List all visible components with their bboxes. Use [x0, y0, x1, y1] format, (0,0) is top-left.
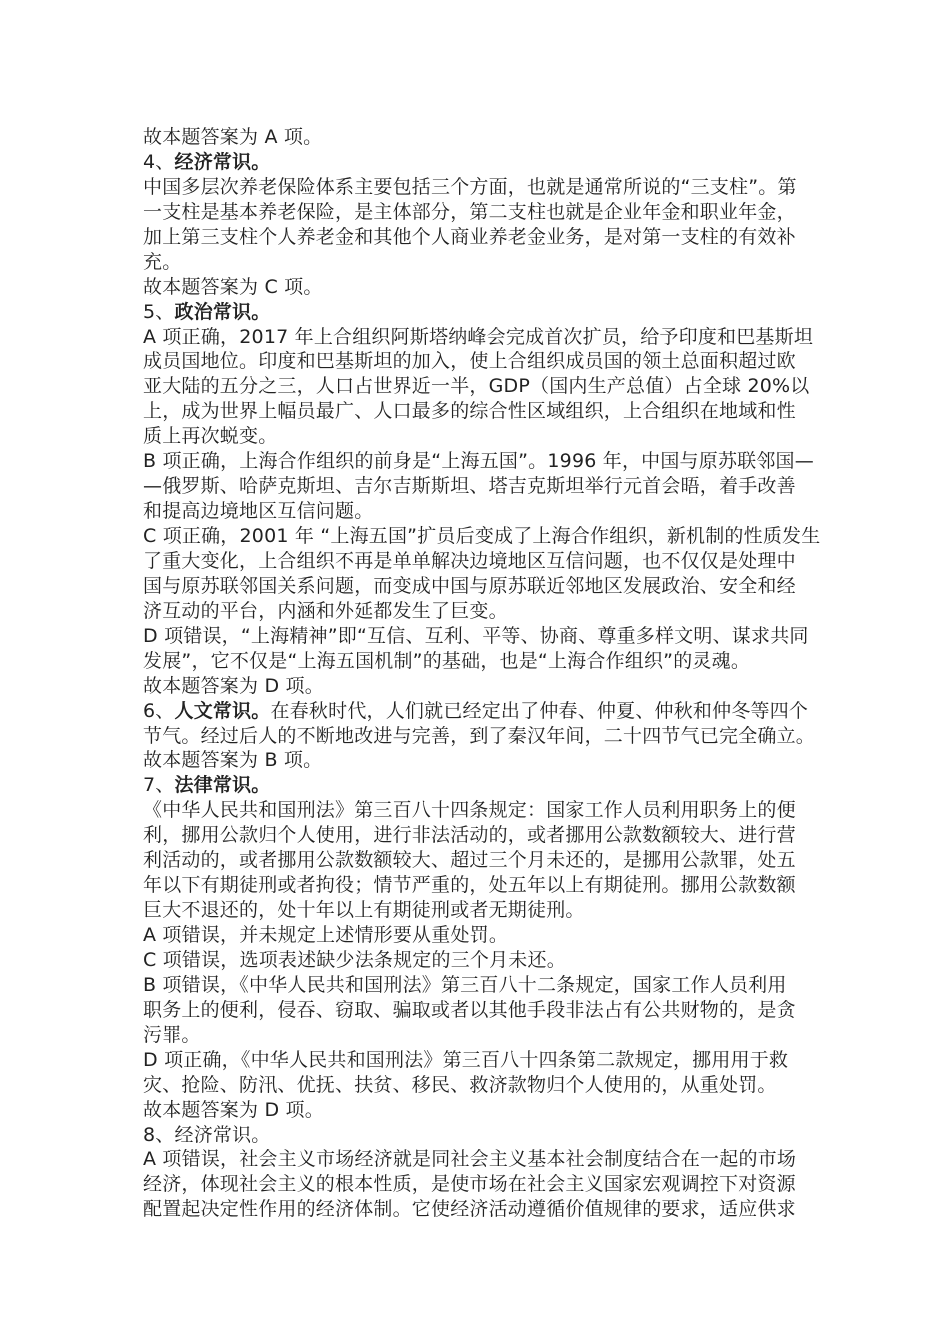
line-text: 故本题答案为 A 项。	[143, 126, 323, 148]
line-text: 在春秋时代，人们就已经定出了仲春、仲夏、仲秋和仲冬等四个	[270, 699, 809, 722]
line-text: C 项正确，2001 年 “上海五国”扩员后变成了上海合作组织，新机制的性质发生	[143, 525, 821, 547]
text-line	[143, 250, 823, 275]
text-line	[143, 150, 823, 175]
section-heading: 政治常识。	[174, 300, 271, 323]
line-text: —俄罗斯、哈萨克斯坦、吉尔吉斯斯坦、塔吉克斯坦举行元首会晤，着手改善	[143, 475, 796, 498]
line-text: 利活动的，或者挪用公款数额较大、超过三个月未还的，是挪用公款罪，处五	[143, 849, 796, 872]
line-text: B 项错误，《中华人民共和国刑法》第三百八十二条规定，国家工作人员利用	[143, 973, 787, 996]
text-line	[143, 524, 823, 549]
text-line	[143, 724, 823, 749]
text-line	[143, 1048, 823, 1073]
text-line	[143, 1098, 823, 1123]
text-line	[143, 549, 823, 574]
line-text: 质上再次蜕变。	[143, 425, 278, 448]
section-heading: 经济常识。	[174, 150, 271, 173]
line-text: 了重大变化，上合组织不再是单单解决边境地区互信问题，也不仅仅是处理中	[143, 549, 796, 572]
line-text: 8、经济常识。	[143, 1123, 271, 1146]
text-line	[143, 873, 823, 898]
document-page	[143, 125, 823, 1222]
line-text: 年以下有期徒刑或者拘役；情节严重的，处五年以上有期徒刑。挪用公款数额	[143, 874, 796, 897]
line-text: 成员国地位。印度和巴基斯坦的加入，使上合组织成员国的领土总面积超过欧	[143, 350, 796, 373]
line-text: D 项正确，《中华人民共和国刑法》第三百八十四条第二款规定，挪用用于救	[143, 1048, 789, 1071]
text-line	[143, 275, 823, 300]
text-line	[143, 748, 823, 773]
text-line	[143, 699, 823, 724]
text-line	[143, 300, 823, 325]
text-line	[143, 424, 823, 449]
line-text: 故本题答案为 D 项。	[143, 1098, 324, 1121]
line-text: 发展”，它不仅是“上海五国机制”的基础，也是“上海合作组织”的灵魂。	[143, 649, 751, 672]
line-text: 故本题答案为 B 项。	[143, 749, 323, 772]
line-text: 和提高边境地区互信问题。	[143, 500, 374, 523]
line-text: 充。	[143, 250, 182, 273]
text-line	[143, 624, 823, 649]
line-text: 5、	[143, 300, 175, 323]
text-line	[143, 374, 823, 399]
line-text: 国与原苏联邻国关系问题，而变成中国与原苏联近邻地区发展政治、安全和经	[143, 574, 796, 597]
line-text: A 项正确，2017 年上合组织阿斯塔纳峰会完成首次扩员，给予印度和巴基斯坦	[143, 325, 814, 348]
text-line	[143, 823, 823, 848]
line-text: D 项错误，“上海精神”即“互信、互利、平等、协商、尊重多样文明、谋求共同	[143, 624, 809, 647]
line-text: C 项错误，选项表述缺少法条规定的三个月未还。	[143, 948, 566, 971]
line-text: 济互动的平台，内涵和外延都发生了巨变。	[143, 599, 508, 622]
text-line	[143, 1197, 823, 1222]
line-text: 6、	[143, 699, 175, 722]
text-line	[143, 898, 823, 923]
line-text: 故本题答案为 D 项。	[143, 674, 324, 697]
line-text: 故本题答案为 C 项。	[143, 275, 323, 298]
text-line	[143, 1023, 823, 1048]
line-text: 加上第三支柱个人养老金和其他个人商业养老金业务，是对第一支柱的有效补	[143, 225, 796, 248]
section-heading: 人文常识。	[174, 699, 271, 722]
line-text: 亚大陆的五分之三，人口占世界近一半，GDP（国内生产总值）占全球 20%以	[143, 375, 810, 398]
text-line	[143, 798, 823, 823]
text-line	[143, 225, 823, 250]
line-text: 巨大不退还的，处十年以上有期徒刑或者无期徒刑。	[143, 899, 585, 922]
line-text: 灾、抢险、防汛、优抚、扶贫、移民、救济款物归个人使用的，从重处罚。	[143, 1073, 777, 1096]
text-line	[143, 649, 823, 674]
text-line	[143, 923, 823, 948]
text-line	[143, 399, 823, 424]
text-line	[143, 349, 823, 374]
line-text: 4、	[143, 150, 175, 173]
line-text: 职务上的便利，侵吞、窃取、骗取或者以其他手段非法占有公共财物的，是贪	[143, 998, 796, 1021]
text-line	[143, 948, 823, 973]
text-line	[143, 674, 823, 699]
line-text: 7、	[143, 774, 175, 797]
text-line	[143, 848, 823, 873]
line-text: 《中华人民共和国刑法》第三百八十四条规定：国家工作人员利用职务上的便	[143, 799, 796, 822]
text-line	[143, 773, 823, 798]
line-text: B 项正确，上海合作组织的前身是“上海五国”。1996 年，中国与原苏联邻国—	[143, 450, 814, 473]
line-text: 污罪。	[143, 1023, 201, 1046]
text-line	[143, 175, 823, 200]
line-text: 配置起决定性作用的经济体制。它使经济活动遵循价值规律的要求，适应供求	[143, 1198, 796, 1221]
text-line	[143, 200, 823, 225]
text-line	[143, 325, 823, 350]
text-line	[143, 449, 823, 474]
line-text: 上，成为世界上幅员最广、人口最多的综合性区域组织，上合组织在地域和性	[143, 400, 796, 423]
text-line	[143, 474, 823, 499]
text-line	[143, 1073, 823, 1098]
line-text: 节气。经过后人的不断地改进与完善，到了秦汉年间，二十四节气已完全确立。	[143, 724, 816, 747]
line-text: A 项错误，社会主义市场经济就是同社会主义基本社会制度结合在一起的市场	[143, 1148, 797, 1171]
line-text: 中国多层次养老保险体系主要包括三个方面，也就是通常所说的“三支柱”。第	[143, 175, 797, 198]
section-heading: 法律常识。	[174, 774, 271, 797]
text-line	[143, 599, 823, 624]
text-line	[143, 973, 823, 998]
text-line	[143, 1123, 823, 1148]
text-line	[143, 1172, 823, 1197]
line-text: 一支柱是基本养老保险，是主体部分，第二支柱也就是企业年金和职业年金，	[143, 200, 796, 223]
line-text: 利，挪用公款归个人使用，进行非法活动的，或者挪用公款数额较大、进行营	[143, 824, 796, 847]
line-text: 经济，体现社会主义的根本性质，是使市场在社会主义国家宏观调控下对资源	[143, 1173, 796, 1196]
text-line	[143, 125, 823, 150]
text-line	[143, 574, 823, 599]
text-line	[143, 998, 823, 1023]
text-line	[143, 499, 823, 524]
text-line	[143, 1147, 823, 1172]
line-text: A 项错误，并未规定上述情形要从重处罚。	[143, 924, 509, 946]
